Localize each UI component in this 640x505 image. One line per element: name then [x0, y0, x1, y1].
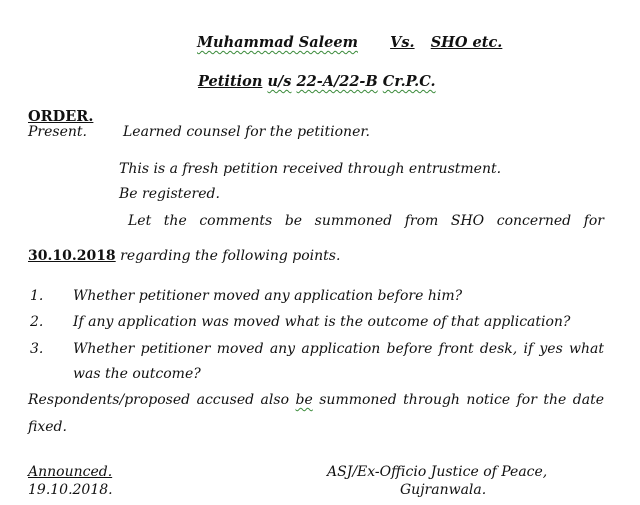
petition-section: 22-A/22-B: [296, 73, 378, 90]
respondent-name: SHO etc.: [430, 34, 503, 51]
point-2-number: 2.: [30, 314, 44, 330]
announced-date: 19.10.2018.: [28, 482, 113, 498]
point-3-text: [73, 341, 604, 357]
order-line-3: [128, 213, 604, 229]
petition-us: u/s: [267, 73, 292, 90]
judge-place: Gujranwala.: [400, 482, 487, 498]
order-line-2: Be registered.: [119, 186, 220, 202]
point-3-text-line-1: Whether petitioner moved any application before front desk, if yes what: [73, 341, 604, 357]
case-title: [197, 34, 502, 51]
petition-code: Cr.P.C.: [382, 73, 436, 90]
respondents-line: [28, 392, 604, 408]
point-1-number: 1.: [30, 288, 44, 304]
point-3-number: 3.: [30, 341, 44, 357]
point-1-text: Whether petitioner moved any application before him?: [73, 288, 463, 304]
order-line-3-text: Let the comments be summoned from SHO concerned for: [128, 213, 604, 229]
petitioner-name: Muhammad Saleem: [197, 34, 358, 51]
respondents-text-a: Respondents/proposed accused also: [28, 392, 289, 408]
petition-title: [198, 73, 436, 90]
announced-label: Announced.: [28, 464, 113, 480]
order-line-4: [28, 248, 340, 264]
order-line-4-rest: regarding the following points.: [120, 248, 341, 264]
point-2-text: If any application was moved what is the outcome of that application?: [73, 314, 571, 330]
respondents-be: be: [295, 392, 313, 408]
order-line-1: This is a fresh petition received through entrustment.: [119, 161, 502, 177]
hearing-date: 30.10.2018: [28, 248, 116, 264]
judge-designation: ASJ/Ex-Officio Justice of Peace,: [327, 464, 548, 480]
present-label: Present.: [28, 124, 87, 140]
present-text: Learned counsel for the petitioner.: [123, 124, 370, 140]
petition-label: Petition: [198, 73, 263, 90]
versus: Vs.: [390, 34, 415, 51]
respondents-text-b: summoned through notice for the date: [319, 392, 605, 408]
point-3-text-line-2: was the outcome?: [73, 366, 201, 382]
order-heading: ORDER.: [28, 108, 94, 125]
respondents-fixed: fixed.: [28, 419, 67, 435]
